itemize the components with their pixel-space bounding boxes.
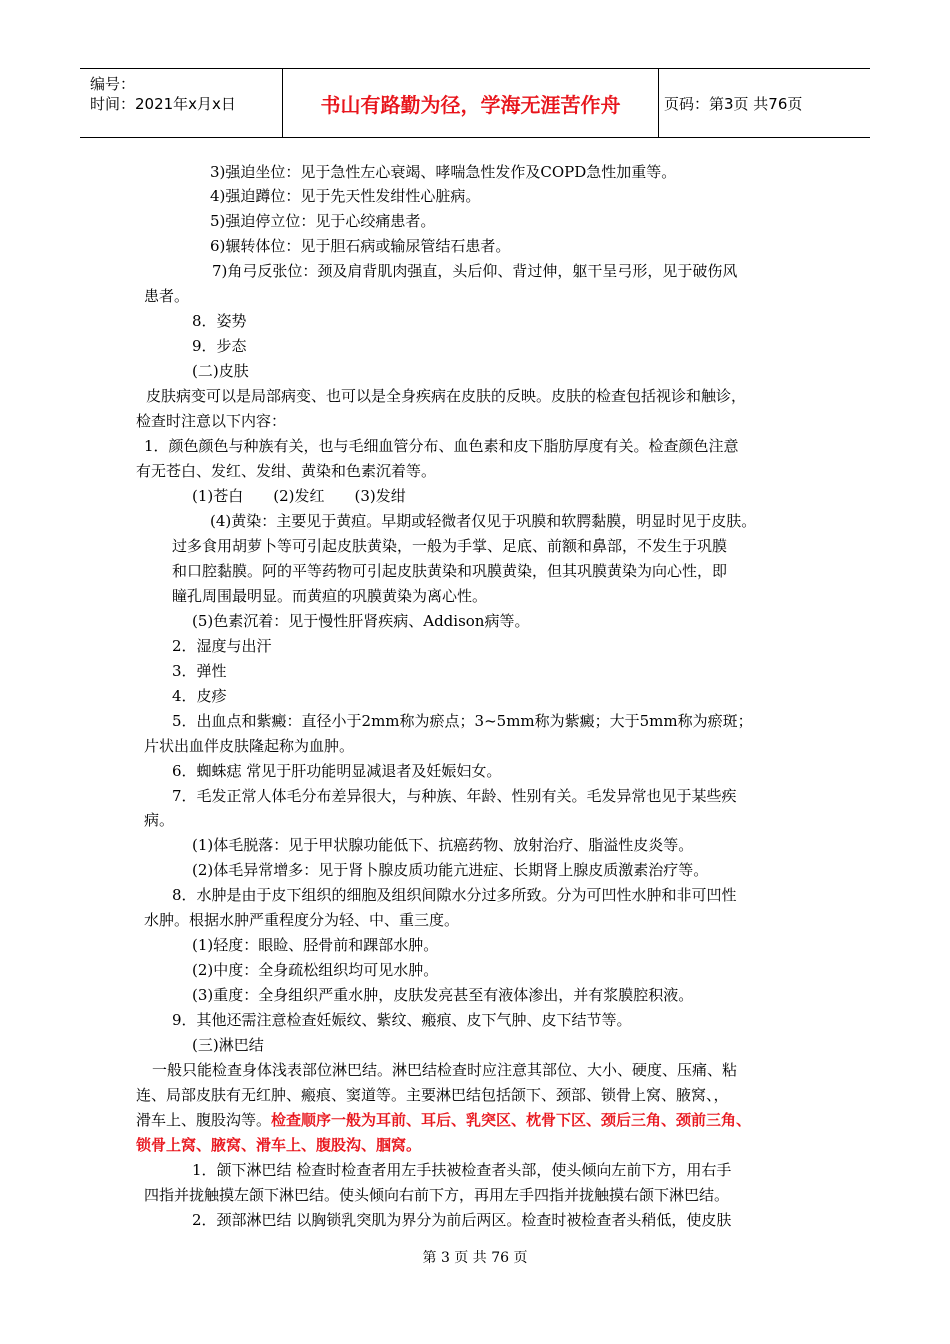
text-line: 2．湿度与出汗 xyxy=(172,637,272,655)
text-line: (1)体毛脱落：见于甲状腺功能低下、抗癌药物、放射治疗、脂溢性皮炎等。 xyxy=(192,836,694,854)
header-meta-cell xyxy=(80,69,283,137)
text-line: 1．颜色颜色与种族有关，也与毛细血管分布、血色素和皮下脂肪厚度有关。检查颜色注意 xyxy=(144,437,739,455)
text-line: 5．出血点和紫癜：直径小于2mm称为瘀点；3~5mm称为紫癜；大于5mm称为瘀斑； xyxy=(172,712,753,730)
document-header xyxy=(80,68,870,138)
text-line: 检查时注意以下内容： xyxy=(136,412,287,430)
text-line: 一般只能检查身体浅表部位淋巴结。淋巴结检查时应注意其部位、大小、硬度、压痛、粘 xyxy=(152,1061,738,1079)
text-line: (5)色素沉着：见于慢性肝肾疾病、Addison病等。 xyxy=(192,612,530,630)
text-line: (3)重度：全身组织严重水肿，皮肤发亮甚至有液体渗出，并有浆膜腔积液。 xyxy=(192,986,694,1004)
text-line: 瞳孔周围最明显。而黄疸的巩膜黄染为离心性。 xyxy=(172,587,488,605)
text-line: 9．步态 xyxy=(192,337,247,355)
text-segment: 滑车上、腹股沟等。 xyxy=(136,1111,272,1129)
text-line: 8．水肿是由于皮下组织的细胞及组织间隙水分过多所致。分为可凹性水肿和非可凹性 xyxy=(172,886,737,904)
text-line: 1．颌下淋巴结 检查时检查者用左手扶被检查者头部，使头倾向左前下方，用右手 xyxy=(192,1161,732,1179)
section-heading: (三)淋巴结 xyxy=(192,1036,264,1054)
section-heading: (二)皮肤 xyxy=(192,362,249,380)
text-line: (4)黄染：主要见于黄疸。早期或轻微者仅见于巩膜和软腭黏膜，明显时见于皮肤。 xyxy=(210,512,757,530)
header-page-info: 页码：第3页 共76页 xyxy=(664,94,803,113)
text-line: 6)辗转体位：见于胆石病或输尿管结石患者。 xyxy=(210,237,511,255)
text-line: 患者。 xyxy=(144,287,190,305)
text-line: 连、局部皮肤有无红肿、瘢痕、窦道等。主要淋巴结包括颌下、颈部、锁骨上窝、腋窝、， xyxy=(136,1086,729,1104)
text-line: 7．毛发正常人体毛分布差异很大，与种族、年龄、性别有关。毛发异常也见于某些疾 xyxy=(172,787,737,805)
text-line: (2)体毛异常增多：见于肾卜腺皮质功能亢进症、长期肾上腺皮质激素治疗等。 xyxy=(192,861,709,879)
text-line: 有无苍白、发红、发绀、黄染和色素沉着等。 xyxy=(136,462,437,480)
text-line: (2)中度：全身疏松组织均可见水肿。 xyxy=(192,961,439,979)
text-line: 和口腔黏膜。阿的平等药物可引起皮肤黄染和巩膜黄染，但其巩膜黄染为向心性，即 xyxy=(172,562,728,580)
text-line: 6．蜘蛛痣 常见于肝功能明显减退者及妊娠妇女。 xyxy=(172,762,502,780)
text-line: 3．弹性 xyxy=(172,662,227,680)
text-line-with-highlight xyxy=(136,1110,751,1130)
text-line: 4．皮疹 xyxy=(172,687,227,705)
text-line: (1)轻度：眼睑、胫骨前和踝部水肿。 xyxy=(192,936,439,954)
document-date: 时间：2021年x月x日 xyxy=(90,95,236,113)
text-line: 过多食用胡萝卜等可引起皮肤黄染，一般为手掌、足底、前额和鼻部，不发生于巩膜 xyxy=(172,537,728,555)
text-line: 皮肤病变可以是局部病变、也可以是全身疾病在皮肤的反映。皮肤的检查包括视诊和触诊， xyxy=(146,387,747,405)
text-line: 8．姿势 xyxy=(192,312,247,330)
text-line: 3)强迫坐位：见于急性左心衰竭、哮喘急性发作及COPD急性加重等。 xyxy=(210,163,677,181)
header-motto: 书山有路勤为径，学海无涯苦作舟 xyxy=(283,69,659,137)
text-line: 7)角弓反张位：颈及肩背肌肉强直，头后仰、背过伸，躯干呈弓形，见于破伤风 xyxy=(212,262,738,280)
document-number: 编号： xyxy=(90,75,136,93)
text-line: 水肿。根据水肿严重程度分为轻、中、重三度。 xyxy=(144,911,460,929)
highlighted-text: 锁骨上窝、腋窝、滑车上、腹股沟、腘窝。 xyxy=(136,1136,422,1154)
text-line: 片状出血伴皮肤隆起称为血肿。 xyxy=(144,737,355,755)
highlighted-text: 检查顺序一般为耳前、耳后、乳突区、枕骨下区、颈后三角、颈前三角、 xyxy=(271,1111,752,1129)
text-line: 病。 xyxy=(144,811,175,829)
text-line: 4)强迫蹲位：见于先天性发绀性心脏病。 xyxy=(210,187,481,205)
text-line: 2．颈部淋巴结 以胸锁乳突肌为界分为前后两区。检查时被检查者头稍低，使皮肤 xyxy=(192,1211,732,1229)
text-line: 9．其他还需注意检查妊娠纹、紫纹、瘢痕、皮下气肿、皮下结节等。 xyxy=(172,1011,632,1029)
text-line: (1)苍白 (2)发红 (3)发绀 xyxy=(192,487,406,505)
page-footer: 第 3 页 共 76 页 xyxy=(422,1250,528,1266)
text-line: 四指并拢触摸左颌下淋巴结。使头倾向右前下方，再用左手四指并拢触摸右颌下淋巴结。 xyxy=(144,1186,730,1204)
text-line: 5)强迫停立位：见于心绞痛患者。 xyxy=(210,212,436,230)
